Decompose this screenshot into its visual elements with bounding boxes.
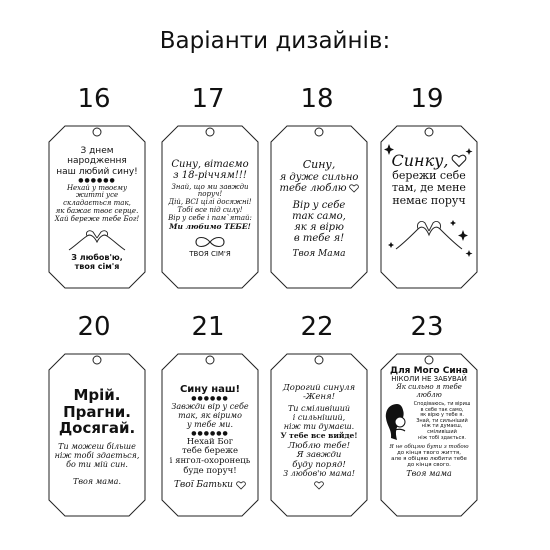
tag-body-row <box>383 402 475 442</box>
tag-text: НІКОЛИ НЕ ЗАБУВАЙ <box>391 375 467 384</box>
tag-text: Хай береже тебе Бог! <box>54 214 140 223</box>
tag-text: в себе так само, <box>420 406 464 413</box>
tag-text: я дуже сильно <box>279 171 359 183</box>
tag-text: Завжди вір у себе <box>171 402 249 412</box>
infinity-icon <box>190 235 230 249</box>
tag-design-21[interactable] <box>158 350 262 520</box>
tag-text: Прагни. <box>63 402 131 421</box>
tag-text: Вір у себе і пам`ятай: <box>168 213 252 222</box>
heart-icon <box>314 481 324 490</box>
design-number-18: 18 <box>300 84 334 114</box>
tag-text: складається так, <box>63 199 131 208</box>
tag-text: Нехай у твоєму <box>66 183 128 192</box>
tag-text: Знай, що ми завжди <box>171 182 249 191</box>
tag-design-22[interactable] <box>267 350 371 520</box>
tag-text-block <box>409 402 475 441</box>
tag-text: немає поруч <box>392 193 466 207</box>
tag-text: З днем <box>80 146 114 157</box>
tag-text-row <box>391 152 466 170</box>
tag-text: Знай, ти сильніший <box>416 417 468 424</box>
tag-text: ніж ти думаєш, <box>421 423 463 430</box>
tag-text: Сподіваюсь, ти віриш <box>413 400 471 407</box>
tag-text: ніж ти думаєш. <box>283 421 355 431</box>
tag-text: до кінця свого. <box>407 462 451 469</box>
tag-text: Я завжди <box>296 450 342 461</box>
design-number-19: 19 <box>410 84 444 114</box>
heart-icon <box>236 481 246 490</box>
tag-text: Для Мого Сина <box>390 366 468 376</box>
tag-text: Твоя мама. <box>73 477 121 487</box>
tag-text: Синку, <box>391 152 449 170</box>
tag-text: Дорогий синуля <box>282 382 356 393</box>
tag-text: і сильніший, <box>292 412 346 422</box>
tag-text: наш любий сину! <box>56 166 138 177</box>
tag-text: як бажає твоє серце. <box>55 207 139 216</box>
tag-text: тебе люблю <box>279 182 347 194</box>
tag-text: тебе береже <box>181 446 239 457</box>
tag-text: поруч! <box>197 190 223 199</box>
tag-text: бо ти мій син. <box>66 460 128 470</box>
tag-text: Твої Батьки <box>174 480 233 491</box>
design-number-20: 20 <box>77 312 111 342</box>
tag-text: Люблю тебе! <box>287 440 351 451</box>
tag-text: Сину, вітаємо <box>171 159 249 171</box>
tag-design-18[interactable] <box>267 122 371 292</box>
tag-design-20[interactable] <box>45 350 149 520</box>
tag-text: буду поряд! <box>292 459 346 470</box>
design-number-22: 22 <box>300 312 334 342</box>
hands-heart-icon <box>394 215 464 251</box>
tag-design-19[interactable] <box>377 122 481 292</box>
tag-text: Вір у себе <box>292 199 346 211</box>
tag-text: твоя сім'я <box>74 261 120 271</box>
tag-text: Дій, ВСІ цілі досяжні! <box>168 198 252 207</box>
tag-text: бережи себе <box>392 168 466 182</box>
page-title: Варіанти дизайнів: <box>159 28 391 54</box>
heart-icon <box>349 184 359 193</box>
design-number-23: 23 <box>410 312 444 342</box>
tag-text: Твоя мама <box>406 469 452 479</box>
tag-text: Я не обіцяю бути з тобою <box>389 443 469 450</box>
tag-text: у тебе ми. <box>187 420 233 429</box>
design-number-16: 16 <box>77 84 111 114</box>
tag-text: Сину, <box>302 158 336 172</box>
tag-text: Ти можеш більше <box>58 442 136 452</box>
tag-text: як я вірю <box>294 222 344 234</box>
tag-text-row <box>279 183 358 194</box>
tag-text: житті усе <box>75 191 119 200</box>
design-number-17: 17 <box>191 84 225 114</box>
tag-design-17[interactable] <box>158 122 262 292</box>
tag-text: Ми любимо ТЕБЕ! <box>169 221 251 231</box>
tag-design-16[interactable] <box>45 122 149 292</box>
tag-text-row <box>174 480 246 490</box>
tag-text: ніж тобі здається, <box>54 451 140 461</box>
tag-text: так само, <box>292 211 346 223</box>
tag-text: але я обіцяю любити тебе <box>391 455 467 462</box>
tag-text: Твоя Мама <box>292 248 346 259</box>
tag-text: ніж тобі здається. <box>418 434 466 441</box>
tag-text: ТВОЯ СІМ'Я <box>189 250 231 259</box>
tag-text: З любов'ю, <box>71 252 123 262</box>
tag-text: У тебе все вийде! <box>280 430 358 440</box>
dots-divider: ●●●●●● <box>78 176 116 184</box>
tag-text: -Женя! <box>302 392 336 403</box>
tag-text: так, як віримо <box>178 411 242 421</box>
tag-text: З любов'ю мама! <box>283 469 355 479</box>
tag-text: з 18-річчям!!! <box>173 170 247 182</box>
mother-child-icon <box>383 402 409 442</box>
dots-divider: ●●●●●● <box>191 429 229 437</box>
tag-text: Ти сміливіший <box>287 403 351 413</box>
tag-text: буде поруч! <box>183 465 237 476</box>
hands-heart-icon <box>67 226 127 252</box>
design-number-21: 21 <box>191 312 225 342</box>
tag-text: сміливіший <box>427 428 457 435</box>
tag-text: Мрій. <box>73 385 121 404</box>
tag-text: як вірю у тебе я. <box>420 412 464 419</box>
tag-text: в тебе я! <box>293 233 345 245</box>
tag-text: Тобі все під силу! <box>177 205 243 214</box>
tag-text: Сину наш! <box>179 383 241 395</box>
tag-design-23[interactable] <box>377 350 481 520</box>
tag-text: Нехай Бог <box>186 436 234 447</box>
tag-text: народження <box>67 156 127 167</box>
tag-text: Досягай. <box>58 419 136 438</box>
tag-text: там, де мене <box>392 181 466 195</box>
tag-text: і янгол-охоронець <box>169 455 251 466</box>
heart-icon <box>451 154 467 168</box>
dots-divider: ●●●●●● <box>191 395 229 403</box>
tag-text: Як сильно я тебе люблю <box>396 382 462 399</box>
tag-text: до кінця твого життя, <box>397 449 461 456</box>
